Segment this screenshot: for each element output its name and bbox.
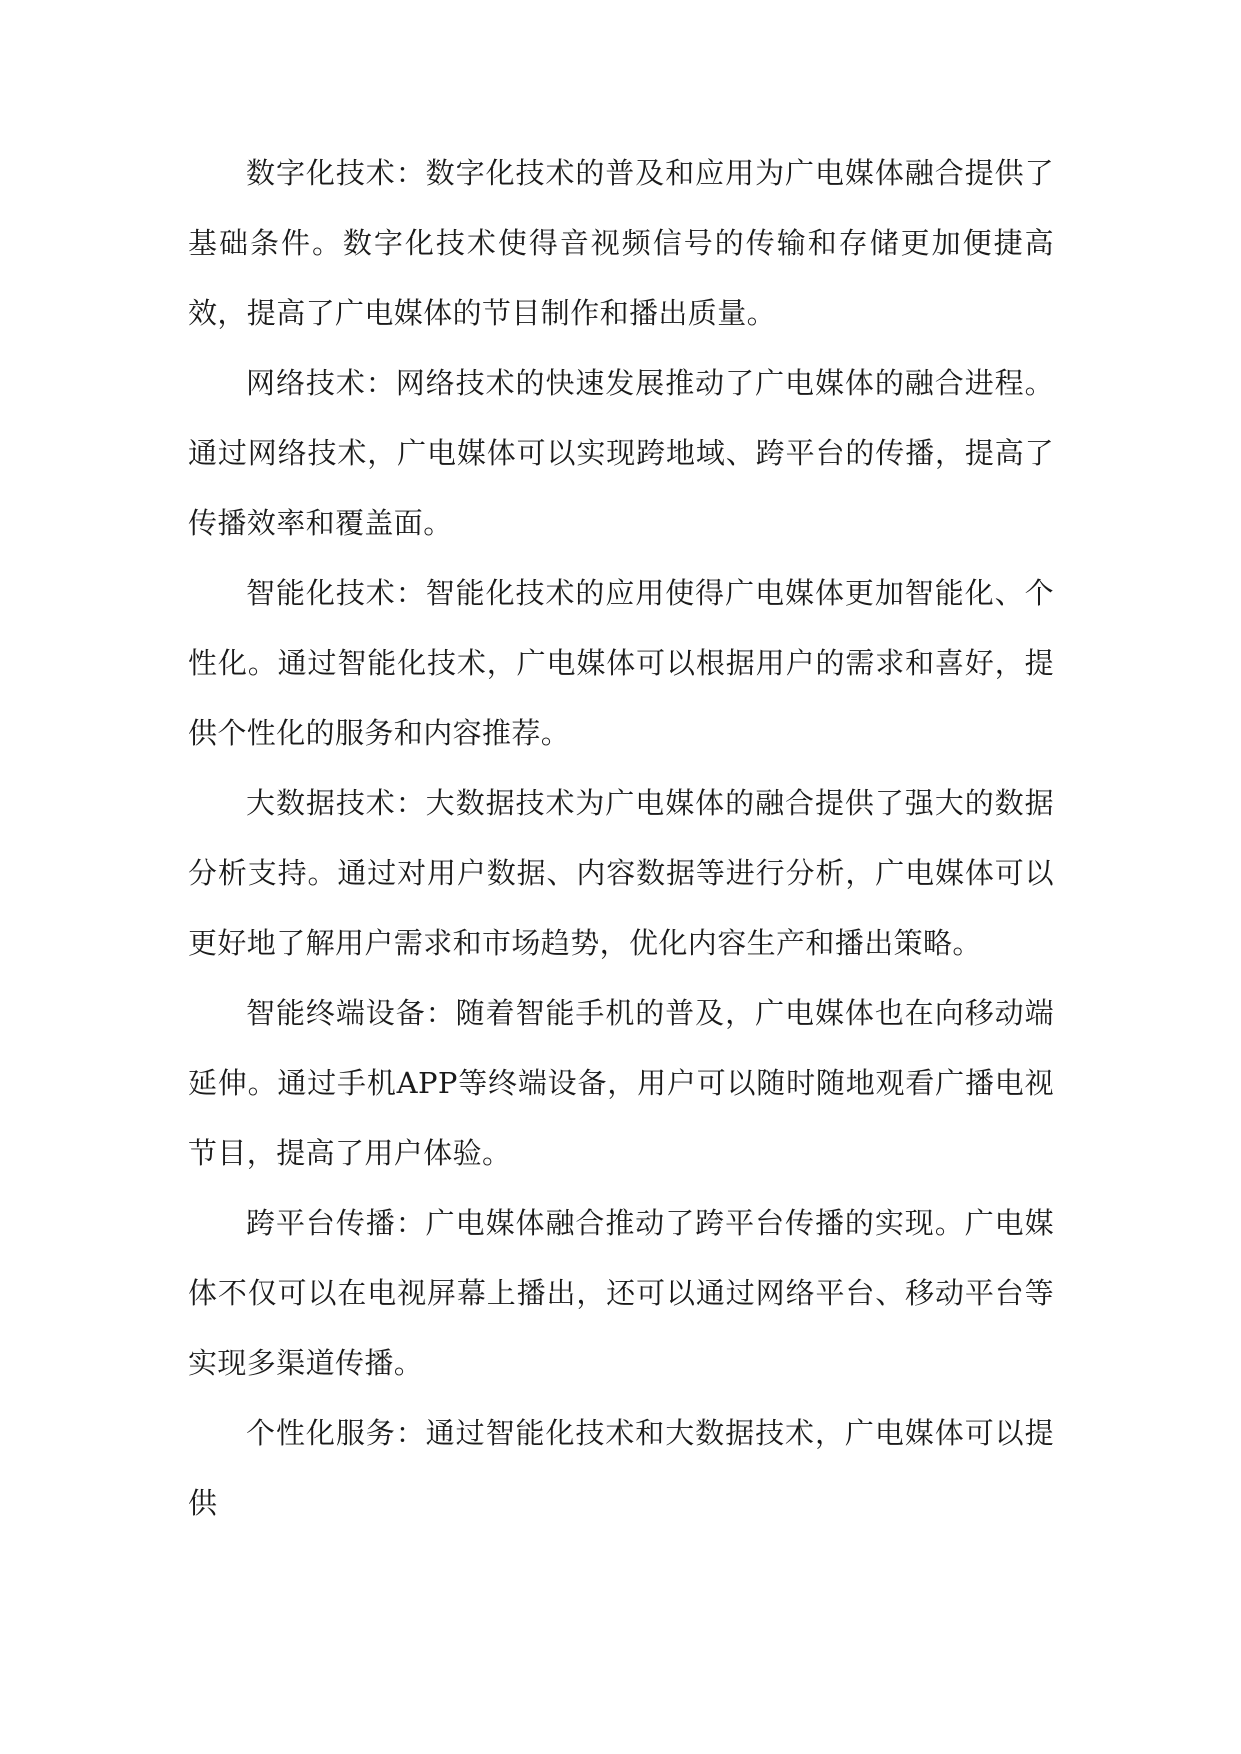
paragraph-cross-platform: 跨平台传播：广电媒体融合推动了跨平台传播的实现。广电媒体不仅可以在电视屏幕上播出，还可以通过网络平台、移动平台等实现多渠道传播。 — [188, 1206, 1054, 1380]
paragraph-digital-tech: 数字化技术：数字化技术的普及和应用为广电媒体融合提供了基础条件。数字化技术使得音视频信号的传输和存储更加便捷高效，提高了广电媒体的节目制作和播出质量。 — [188, 156, 1054, 330]
paragraph-network-tech: 网络技术：网络技术的快速发展推动了广电媒体的融合进程。通过网络技术，广电媒体可以实现跨地域、跨平台的传播，提高了传播效率和覆盖面。 — [188, 366, 1054, 540]
paragraph-smart-terminal: 智能终端设备：随着智能手机的普及，广电媒体也在向移动端延伸。通过手机APP等终端设备，用户可以随时随地观看广播电视节目，提高了用户体验。 — [188, 996, 1054, 1170]
paragraph-personalized-service: 个性化服务：通过智能化技术和大数据技术，广电媒体可以提供 — [188, 1416, 1054, 1520]
paragraph-big-data-tech: 大数据技术：大数据技术为广电媒体的融合提供了强大的数据分析支持。通过对用户数据、内容数据等进行分析，广电媒体可以更好地了解用户需求和市场趋势，优化内容生产和播出策略。 — [188, 786, 1054, 960]
document-body — [188, 138, 1054, 1538]
paragraph-intelligent-tech: 智能化技术：智能化技术的应用使得广电媒体更加智能化、个性化。通过智能化技术，广电媒体可以根据用户的需求和喜好，提供个性化的服务和内容推荐。 — [188, 576, 1054, 750]
